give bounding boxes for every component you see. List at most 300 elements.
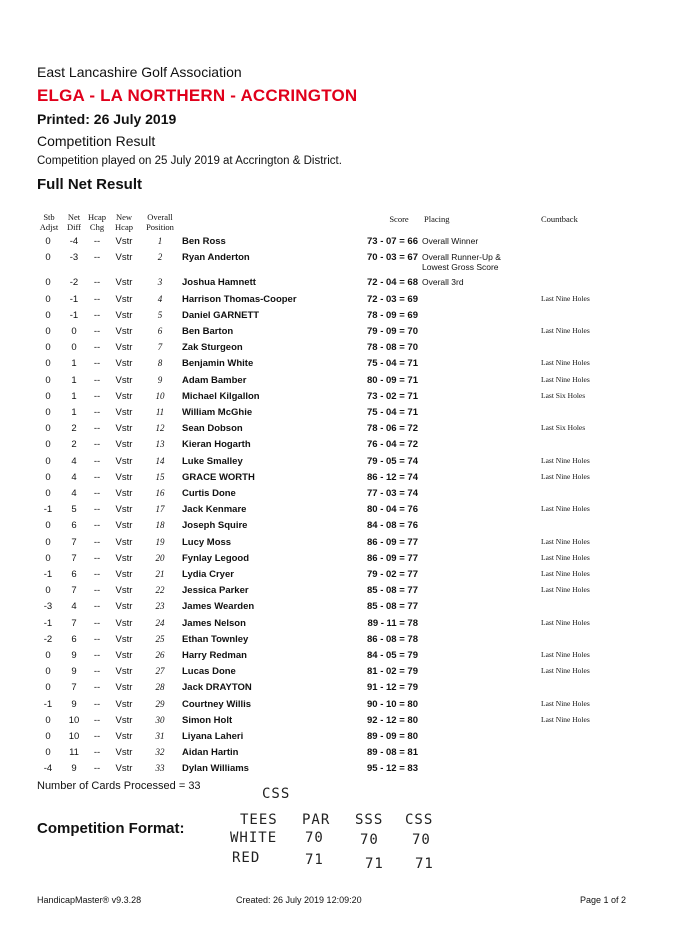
- cell-net-diff: 4: [71, 488, 77, 499]
- header-net-diff: Net Diff: [66, 212, 81, 232]
- header-score: Score: [389, 214, 409, 224]
- cell-player-name: Joseph Squire: [182, 520, 248, 532]
- table-row: [0, 747, 674, 763]
- cell-countback: Last Nine Holes: [541, 326, 590, 335]
- cell-net-diff: 1: [71, 407, 77, 418]
- cell-stb-adjst: 0: [45, 277, 51, 289]
- cell-hcap-chg: --: [93, 585, 101, 597]
- cell-score: 78 - 06 = 72: [367, 423, 418, 435]
- cell-hcap-chg: --: [93, 293, 101, 305]
- association-name: East Lancashire Golf Association: [37, 64, 242, 80]
- cell-score: 79 - 02 = 77: [367, 569, 418, 580]
- cell-player-name: Sean Dobson: [182, 423, 243, 435]
- cell-score: 73 - 07 = 66: [367, 236, 418, 247]
- cell-hcap-chg: --: [93, 536, 101, 548]
- cell-overall-position: 16: [155, 488, 165, 498]
- table-row: [0, 666, 674, 682]
- cell-score: 78 - 09 = 69: [367, 309, 418, 321]
- cell-countback: Last Six Holes: [541, 390, 586, 400]
- cell-countback: Last Nine Holes: [541, 585, 590, 595]
- cell-hcap-chg: --: [93, 277, 101, 289]
- cell-player-name: Ethan Townley: [182, 633, 249, 645]
- cell-new-hcap: Vstr: [115, 585, 133, 597]
- cell-countback: Last Nine Holes: [541, 650, 590, 659]
- cell-new-hcap: Vstr: [115, 293, 133, 305]
- cell-player-name: Courtney Willis: [182, 698, 252, 710]
- table-row: [0, 682, 674, 698]
- cell-countback: Last Nine Holes: [541, 471, 590, 481]
- cell-stb-adjst: 0: [45, 536, 51, 548]
- cell-score: 92 - 12 = 80: [367, 714, 418, 726]
- cell-stb-adjst: 0: [45, 236, 51, 247]
- cell-stb-adjst: 0: [45, 455, 51, 467]
- cell-score: 85 - 08 = 77: [367, 585, 418, 597]
- cell-new-hcap: Vstr: [115, 617, 133, 629]
- cell-overall-position: 2: [157, 252, 163, 263]
- cell-new-hcap: Vstr: [115, 698, 133, 710]
- cell-score: 79 - 09 = 70: [367, 326, 418, 337]
- cell-score: 72 - 04 = 68: [367, 277, 418, 289]
- cell-overall-position: 23: [155, 601, 165, 612]
- cell-score: 89 - 09 = 80: [367, 731, 418, 742]
- table-row: [0, 731, 674, 747]
- cell-player-name: Benjamin White: [182, 358, 254, 370]
- cell-new-hcap: Vstr: [115, 488, 133, 499]
- cell-player-name: Jack Kenmare: [182, 504, 247, 516]
- cell-net-diff: 5: [71, 504, 77, 516]
- cell-overall-position: 32: [155, 747, 165, 758]
- cell-stb-adjst: 0: [45, 488, 51, 499]
- table-row: [0, 326, 674, 342]
- cell-hcap-chg: --: [93, 714, 101, 726]
- hand-css-top: CSS: [262, 786, 291, 802]
- cell-stb-adjst: 0: [45, 326, 51, 337]
- hand-header-par: PAR: [302, 812, 331, 828]
- cell-stb-adjst: 0: [45, 650, 51, 661]
- cell-hcap-chg: --: [93, 252, 101, 264]
- cell-stb-adjst: 0: [45, 666, 51, 678]
- header-hcap-chg: Hcap Chg: [88, 212, 106, 232]
- table-row: [0, 342, 674, 358]
- cell-score: 90 - 10 = 80: [367, 698, 418, 710]
- cell-overall-position: 1: [157, 236, 163, 246]
- cell-hcap-chg: --: [93, 488, 101, 499]
- cell-stb-adjst: 0: [45, 471, 51, 483]
- cell-net-diff: 6: [71, 633, 77, 645]
- cell-overall-position: 7: [157, 342, 163, 353]
- cell-player-name: Harrison Thomas-Cooper: [182, 293, 297, 305]
- hand-row1-par: 70: [305, 830, 324, 846]
- cell-score: 84 - 05 = 79: [367, 650, 418, 661]
- cell-countback: Last Nine Holes: [541, 293, 590, 303]
- table-row: [0, 650, 674, 666]
- cell-player-name: Michael Kilgallon: [182, 390, 260, 402]
- cell-stb-adjst: 0: [45, 747, 51, 759]
- cell-score: 72 - 03 = 69: [367, 293, 418, 305]
- cell-stb-adjst: 0: [45, 439, 51, 451]
- cell-score: 85 - 08 = 77: [367, 601, 418, 613]
- cell-player-name: Harry Redman: [182, 650, 247, 661]
- cell-hcap-chg: --: [93, 390, 101, 402]
- cell-countback: Last Nine Holes: [541, 617, 590, 627]
- cell-score: 84 - 08 = 76: [367, 520, 418, 532]
- printed-date: Printed: 26 July 2019: [37, 111, 177, 127]
- hand-row1-tees: WHITE: [230, 830, 278, 846]
- cell-hcap-chg: --: [93, 342, 101, 354]
- table-row: [0, 472, 674, 488]
- cell-overall-position: 20: [155, 552, 165, 563]
- cell-player-name: Lucas Done: [182, 666, 236, 678]
- cell-player-name: GRACE WORTH: [182, 471, 255, 483]
- cell-overall-position: 15: [155, 471, 165, 482]
- cell-net-diff: 1: [71, 374, 77, 386]
- cell-new-hcap: Vstr: [115, 390, 133, 402]
- cell-hcap-chg: --: [93, 601, 101, 613]
- cell-overall-position: 24: [155, 617, 165, 628]
- cell-new-hcap: Vstr: [115, 277, 133, 289]
- hand-row2-sss: 71: [365, 856, 384, 872]
- cell-stb-adjst: 0: [45, 252, 51, 264]
- competition-played-note: Competition played on 25 July 2019 at Accrington & District.: [37, 155, 342, 167]
- cell-stb-adjst: -3: [43, 601, 53, 613]
- cell-stb-adjst: -2: [43, 633, 53, 645]
- cell-hcap-chg: --: [93, 633, 101, 645]
- cell-net-diff: 10: [68, 731, 80, 742]
- cell-new-hcap: Vstr: [115, 666, 133, 678]
- header-placing: Placing: [424, 214, 450, 224]
- table-row: [0, 634, 674, 650]
- cell-new-hcap: Vstr: [115, 731, 133, 742]
- cell-net-diff: 4: [71, 601, 77, 613]
- cell-overall-position: 18: [155, 520, 165, 531]
- table-row: [0, 520, 674, 536]
- cell-new-hcap: Vstr: [115, 309, 133, 321]
- cell-score: 75 - 04 = 71: [367, 358, 418, 370]
- cards-processed: Number of Cards Processed = 33: [37, 780, 201, 792]
- cell-hcap-chg: --: [93, 439, 101, 451]
- cell-countback: Last Six Holes: [541, 423, 586, 433]
- cell-stb-adjst: 0: [45, 682, 51, 694]
- cell-new-hcap: Vstr: [115, 747, 133, 759]
- cell-stb-adjst: 0: [45, 342, 51, 354]
- cell-net-diff: 2: [71, 423, 77, 435]
- cell-net-diff: 0: [71, 326, 77, 337]
- cell-player-name: Daniel GARNETT: [182, 309, 260, 321]
- table-row: [0, 358, 674, 374]
- header-stb-adjst: Stb Adjst: [39, 212, 59, 232]
- cell-stb-adjst: -1: [43, 504, 53, 516]
- hand-row1-css: 70: [412, 832, 431, 848]
- table-row: [0, 585, 674, 601]
- table-row: [0, 456, 674, 472]
- cell-net-diff: 10: [68, 714, 80, 726]
- cell-player-name: Lydia Cryer: [182, 569, 234, 580]
- cell-player-name: Zak Sturgeon: [182, 342, 243, 354]
- cell-net-diff: 9: [71, 666, 77, 678]
- cell-player-name: Jack DRAYTON: [182, 682, 252, 694]
- table-row: [0, 391, 674, 407]
- header-overall-position: Overall Position: [146, 212, 174, 232]
- cell-hcap-chg: --: [93, 682, 101, 694]
- cell-hcap-chg: --: [93, 326, 101, 337]
- cell-stb-adjst: -1: [43, 569, 53, 580]
- cell-overall-position: 26: [155, 650, 165, 660]
- cell-hcap-chg: --: [93, 520, 101, 532]
- table-row: [0, 375, 674, 391]
- cell-score: 80 - 09 = 71: [367, 374, 418, 386]
- cell-new-hcap: Vstr: [115, 763, 133, 775]
- cell-new-hcap: Vstr: [115, 423, 133, 435]
- cell-hcap-chg: --: [93, 747, 101, 759]
- cell-score: 91 - 12 = 79: [367, 682, 418, 694]
- cell-player-name: Luke Smalley: [182, 455, 243, 467]
- table-row: [0, 488, 674, 504]
- cell-overall-position: 3: [157, 277, 163, 288]
- cell-countback: Last Nine Holes: [541, 714, 590, 724]
- cell-new-hcap: Vstr: [115, 682, 133, 694]
- cell-new-hcap: Vstr: [115, 326, 133, 337]
- cell-net-diff: -4: [69, 236, 79, 247]
- cell-overall-position: 8: [157, 358, 163, 369]
- cell-hcap-chg: --: [93, 617, 101, 629]
- hand-row2-css: 71: [415, 856, 434, 872]
- cell-overall-position: 33: [155, 763, 165, 774]
- table-row: [0, 310, 674, 326]
- cell-new-hcap: Vstr: [115, 407, 133, 418]
- cell-score: 79 - 05 = 74: [367, 455, 418, 467]
- cell-overall-position: 13: [155, 439, 165, 450]
- cell-new-hcap: Vstr: [115, 601, 133, 613]
- cell-score: 77 - 03 = 74: [367, 488, 418, 499]
- cell-player-name: Ryan Anderton: [182, 252, 250, 264]
- header-new-hcap: New Hcap: [115, 212, 133, 232]
- cell-hcap-chg: --: [93, 763, 101, 775]
- cell-stb-adjst: -1: [43, 698, 53, 710]
- cell-player-name: Aidan Hartin: [182, 747, 239, 759]
- cell-net-diff: -3: [69, 252, 79, 264]
- cell-net-diff: 9: [71, 698, 77, 710]
- cell-overall-position: 11: [155, 407, 165, 417]
- cell-overall-position: 25: [155, 633, 165, 644]
- table-row: [0, 553, 674, 569]
- cell-score: 86 - 08 = 78: [367, 633, 418, 645]
- cell-score: 86 - 09 = 77: [367, 536, 418, 548]
- table-row: [0, 277, 674, 293]
- cell-score: 89 - 11 = 78: [367, 617, 418, 629]
- cell-new-hcap: Vstr: [115, 552, 133, 564]
- cell-net-diff: -1: [69, 293, 79, 305]
- cell-hcap-chg: --: [93, 698, 101, 710]
- cell-new-hcap: Vstr: [115, 342, 133, 354]
- cell-net-diff: -1: [69, 309, 79, 321]
- cell-stb-adjst: -1: [43, 617, 53, 629]
- created-timestamp: Created: 26 July 2019 12:09:20: [236, 895, 362, 905]
- cell-stb-adjst: 0: [45, 585, 51, 597]
- cell-player-name: Jessica Parker: [182, 585, 249, 597]
- cell-player-name: Simon Holt: [182, 714, 233, 726]
- cell-player-name: Kieran Hogarth: [182, 439, 251, 451]
- cell-score: 86 - 09 = 77: [367, 552, 418, 564]
- cell-overall-position: 17: [155, 504, 165, 515]
- cell-new-hcap: Vstr: [115, 536, 133, 548]
- cell-overall-position: 30: [155, 714, 165, 725]
- cell-net-diff: 7: [71, 617, 77, 629]
- section-title: Full Net Result: [37, 176, 143, 193]
- cell-stb-adjst: 0: [45, 714, 51, 726]
- cell-stb-adjst: 0: [45, 407, 51, 418]
- cell-new-hcap: Vstr: [115, 471, 133, 483]
- cell-placing: Overall Runner-Up & Lowest Gross Score: [422, 252, 501, 273]
- cell-score: 86 - 12 = 74: [367, 471, 418, 483]
- cell-player-name: Ben Ross: [182, 236, 226, 247]
- cell-stb-adjst: 0: [45, 423, 51, 435]
- cell-net-diff: 4: [71, 455, 77, 467]
- page-number: Page 1 of 2: [580, 895, 627, 905]
- cell-overall-position: 5: [157, 309, 163, 320]
- cell-new-hcap: Vstr: [115, 358, 133, 370]
- table-row: [0, 763, 674, 779]
- cell-score: 81 - 02 = 79: [367, 666, 418, 678]
- hand-header-css: CSS: [405, 812, 434, 828]
- table-row: [0, 439, 674, 455]
- cell-player-name: James Nelson: [182, 617, 246, 629]
- cell-stb-adjst: 0: [45, 374, 51, 386]
- cell-net-diff: 6: [71, 569, 77, 580]
- cell-net-diff: 1: [71, 390, 77, 402]
- cell-countback: Last Nine Holes: [541, 504, 590, 514]
- cell-net-diff: 1: [71, 358, 77, 370]
- cell-overall-position: 21: [155, 569, 165, 579]
- cell-hcap-chg: --: [93, 504, 101, 516]
- cell-countback: Last Nine Holes: [541, 666, 590, 676]
- table-row: [0, 504, 674, 520]
- cell-player-name: Joshua Hamnett: [182, 277, 256, 289]
- table-row: [0, 423, 674, 439]
- cell-hcap-chg: --: [93, 374, 101, 386]
- cell-hcap-chg: --: [93, 407, 101, 418]
- cell-new-hcap: Vstr: [115, 374, 133, 386]
- cell-new-hcap: Vstr: [115, 569, 133, 580]
- cell-net-diff: 6: [71, 520, 77, 532]
- cell-score: 70 - 03 = 67: [367, 252, 418, 264]
- cell-countback: Last Nine Holes: [541, 358, 590, 368]
- cell-stb-adjst: 0: [45, 390, 51, 402]
- cell-net-diff: 9: [71, 763, 77, 775]
- cell-net-diff: 2: [71, 439, 77, 451]
- cell-new-hcap: Vstr: [115, 504, 133, 516]
- competition-format-label: Competition Format:: [37, 820, 185, 837]
- cell-hcap-chg: --: [93, 731, 101, 742]
- cell-player-name: Lucy Moss: [182, 536, 232, 548]
- cell-player-name: Curtis Done: [182, 488, 236, 499]
- cell-net-diff: 4: [71, 471, 77, 483]
- cell-stb-adjst: 0: [45, 358, 51, 370]
- competition-title: ELGA - LA NORTHERN - ACCRINGTON: [37, 86, 358, 105]
- cell-hcap-chg: --: [93, 455, 101, 467]
- cell-overall-position: 31: [155, 731, 165, 741]
- cell-countback: Last Nine Holes: [541, 374, 590, 384]
- hand-header-tees: TEES: [240, 812, 278, 828]
- cell-player-name: Adam Bamber: [182, 374, 247, 386]
- cell-stb-adjst: 0: [45, 309, 51, 321]
- cell-hcap-chg: --: [93, 552, 101, 564]
- cell-overall-position: 12: [155, 423, 165, 434]
- cell-new-hcap: Vstr: [115, 650, 133, 661]
- table-row: [0, 601, 674, 617]
- cell-placing: Overall 3rd: [422, 277, 464, 288]
- table-row: [0, 699, 674, 715]
- hand-row1-sss: 70: [360, 832, 379, 848]
- cell-overall-position: 28: [155, 682, 165, 693]
- cell-player-name: Fynlay Legood: [182, 552, 250, 564]
- cell-net-diff: 7: [71, 682, 77, 694]
- cell-stb-adjst: 0: [45, 552, 51, 564]
- cell-hcap-chg: --: [93, 358, 101, 370]
- cell-player-name: Dylan Williams: [182, 763, 249, 775]
- cell-new-hcap: Vstr: [115, 455, 133, 467]
- cell-player-name: William McGhie: [182, 407, 253, 418]
- cell-overall-position: 14: [155, 455, 165, 466]
- hand-row2-tees: RED: [232, 850, 261, 866]
- cell-net-diff: 7: [71, 552, 77, 564]
- cell-net-diff: 9: [71, 650, 77, 661]
- table-row: [0, 252, 674, 273]
- cell-stb-adjst: 0: [45, 520, 51, 532]
- table-row: [0, 537, 674, 553]
- cell-hcap-chg: --: [93, 423, 101, 435]
- hand-row2-par: 71: [305, 852, 324, 868]
- cell-new-hcap: Vstr: [115, 236, 133, 247]
- competition-result-label: Competition Result: [37, 133, 156, 149]
- cell-player-name: James Wearden: [182, 601, 255, 613]
- cell-new-hcap: Vstr: [115, 633, 133, 645]
- cell-net-diff: 7: [71, 536, 77, 548]
- cell-score: 76 - 04 = 72: [367, 439, 418, 451]
- table-row: [0, 618, 674, 634]
- table-row: [0, 294, 674, 310]
- cell-hcap-chg: --: [93, 236, 101, 247]
- software-version: HandicapMaster® v9.3.28: [37, 895, 142, 905]
- cell-hcap-chg: --: [93, 650, 101, 661]
- cell-hcap-chg: --: [93, 569, 101, 580]
- cell-net-diff: 0: [71, 342, 77, 354]
- header-countback: Countback: [541, 214, 578, 224]
- cell-placing: Overall Winner: [422, 236, 479, 246]
- cell-net-diff: 11: [69, 747, 79, 759]
- cell-overall-position: 29: [155, 698, 165, 709]
- cell-stb-adjst: 0: [45, 731, 51, 742]
- cell-score: 95 - 12 = 83: [367, 763, 418, 775]
- cell-player-name: Ben Barton: [182, 326, 234, 337]
- cell-countback: Last Nine Holes: [541, 552, 590, 562]
- cell-hcap-chg: --: [93, 471, 101, 483]
- cell-overall-position: 4: [157, 293, 163, 304]
- cell-net-diff: 7: [71, 585, 77, 597]
- cell-new-hcap: Vstr: [115, 520, 133, 532]
- cell-score: 78 - 08 = 70: [367, 342, 418, 354]
- table-row: [0, 407, 674, 423]
- cell-new-hcap: Vstr: [115, 714, 133, 726]
- cell-hcap-chg: --: [93, 666, 101, 678]
- cell-new-hcap: Vstr: [115, 252, 133, 264]
- cell-overall-position: 19: [155, 536, 165, 547]
- cell-player-name: Liyana Laheri: [182, 731, 244, 742]
- cell-overall-position: 6: [157, 326, 163, 336]
- hand-header-sss: SSS: [355, 812, 384, 828]
- cell-score: 89 - 08 = 81: [367, 747, 418, 759]
- cell-overall-position: 22: [155, 585, 165, 596]
- cell-countback: Last Nine Holes: [541, 569, 590, 578]
